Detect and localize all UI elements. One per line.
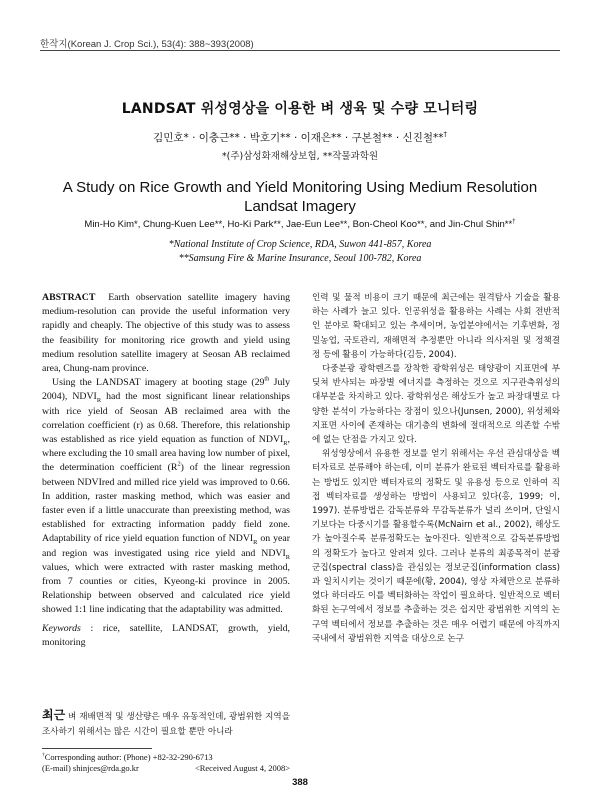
english-title-line2: Landsat Imagery <box>244 198 356 215</box>
footnote-rule <box>42 748 152 749</box>
abstract-p2-sub1: R <box>96 397 102 405</box>
footnote-email: (E-mail) shinjces@rda.go.kr <box>42 763 139 773</box>
journal-header: 한작지(Korean J. Crop Sci.), 53(4): 388~393(2008) <box>40 39 254 50</box>
abstract-p2-d: , where excluding the 10 small area having low number of pixel, the determination coefficient (R <box>42 434 290 474</box>
abstract-p2-a: Using the LANDSAT imagery at booting stage (29 <box>52 377 265 389</box>
footnote-line2 <box>42 763 290 774</box>
abstract-paragraph-2 <box>42 376 290 617</box>
keywords <box>42 622 290 650</box>
footnote-received: <Received August 4, 2008> <box>194 763 290 773</box>
english-authors <box>40 219 560 230</box>
intro-left-text: 벼 재배면적 및 생산량은 매우 유동적인데, 광범위한 지역을 조사하기 위해서는 많은 시간이 필요할 뿐만 아니라 <box>42 712 290 737</box>
abstract-paragraph-1 <box>42 291 290 376</box>
english-title <box>40 178 560 216</box>
abstract-p2-sup: th <box>264 375 270 383</box>
footnote-dagger: † <box>42 752 45 759</box>
korean-affiliation: *(주)삼성화재해상보험, **작물과학원 <box>221 151 379 162</box>
korean-authors <box>0 130 600 145</box>
intro-right-paragraph-3: 위성영상에서 유용한 정보를 얻기 위해서는 우선 관심대상을 벡터자료로 분류해야 하는데, 이미 분류가 완료된 벡터자료를 활용하는 방법도 있지만 벡터자료의 정확도 및 유용성 등으로 인하여 직접 벡터자료를 생성하는 방법이 사용되고 있다(홍, 1999; 이, 1997). 분류방법은 감독분류와 무감독분류가 널리 쓰이며, 단일시기보다는 다중시기를 활용할수록(McNairn et al., 2002), 해상도가 높아질수록 분류정확도는 높아진다. 일반적으로 감독분류방법의 정확도가 높다고 알려져 있다. 그러나 분류의 최종목적이 분광군집(spectral class)을 관심있는 정보군집(information class)과 일치시키는 것이기 때문에(황, 2004), 영상 자체만으로 분류하였다 하더라도 이를 벡터화하는 작업이 필요하다. 일반적으로 벡터화된 논구역에서 정보를 추출하는 것은 쉽지만 광범위한 지역의 논구역 벡터에서 정보를 추출하는 것은 매우 어렵기 때문에 아직까지 국내에서 광범위한 지역을 대상으로 논구 <box>312 449 560 644</box>
abstract-p2-sup2: 2 <box>177 461 181 469</box>
english-title-line1: A Study on Rice Growth and Yield Monitoring Using Medium Resolution <box>62 179 538 196</box>
english-affiliation-1: *National Institute of Crop Science, RDA, Suwon 441-857, Korea <box>168 239 432 250</box>
abstract-p2-e: ) of the linear regression between NDVIred and milled rice yield was improved to 0.66. In addition, raster masking method, which was easier and faster even if a little unaccurate than preexisting method, was established for extracting information paddy field zone. Adaptability of rice yield equation function of NDVI <box>42 462 290 545</box>
abstract-p2-sub3: R <box>253 539 258 547</box>
header-rule <box>40 50 560 51</box>
intro-left-paragraph <box>42 708 290 740</box>
intro-right-paragraph-2: 다중분광 광학렌즈를 장착한 광학위성은 태양광이 지표면에 부딪쳐 반사되는 파장별 에너지를 측정하는 것으로 지구관측위성의 대부분을 차지하고 있다. 광학위성은 해상도가 높고 파장대별로 다양한 분석이 가능하다는 장점이 있으나(Junsen, 2000), 위성체와 지표면 사이에 존재하는 대기층의 변화에 절대적으로 의존할 수밖에 없는 단점을 가지고 있다. <box>312 364 560 446</box>
footnote-line1 <box>42 752 290 763</box>
intro-dropcap: 최근 <box>42 708 66 722</box>
abstract-p2-g: values, which were extracted with raster masking method, from 7 counties or cities, Kyeong-ki province in 2005. Relationship between observed and calculated rice yield showed 1:1 line indicating that the adaptability was admitted. <box>42 561 290 616</box>
abstract-p1-text: Earth observation satellite imagery having medium-resolution can provide the useful information very rapidly and cheaply. The objective of this study was to assess the feasibility for monitoring rice growth and yield using medium resolution satellite imagery at Seosan AB reclaimed area, Chung-nam province. <box>42 292 290 375</box>
page-number: 388 <box>292 777 308 788</box>
abstract-p2-b: July 2004), NDVI <box>42 377 290 403</box>
abstract-p2-sub2: R <box>283 439 288 447</box>
footnote <box>42 752 290 774</box>
abstract-p2-sub4: R <box>285 553 290 561</box>
korean-title: LANDSAT 위성영상을 이용한 벼 생육 및 수량 모니터링 <box>121 101 479 117</box>
english-authors-text: Min-Ho Kim*, Chung-Kuen Lee**, Ho-Ki Park**, Jae-Eun Lee**, Bon-Cheol Koo**, and Jin-Chul Shin** <box>84 219 513 230</box>
intro-right-paragraph-1: 인력 및 물적 비용이 크기 때문에 최근에는 원격탐사 기술을 활용하는 사례가 늘고 있다. 인공위성을 활용하는 사례는 사회 전반적인 분야로 확대되고 있는 추세이며, 농업분야에서는 기후변화, 정밀농업, 국토관리, 재해면적 추정뿐만 아니라 의사저원 및 정책결정 등에 활용이 가능하다(김등, 2004). <box>312 293 560 360</box>
abstract-label: ABSTRACT <box>42 292 96 303</box>
footnote-corresponding: Corresponding author: (Phone) +82-32-290-6713 <box>44 752 213 762</box>
abstract-p2-f: on year and region was investigated using rice yield and NDVI <box>42 533 290 559</box>
english-affiliation-2: **Samsung Fire & Marine Insurance, Seoul 100-782, Korea <box>178 253 422 264</box>
abstract-p2-c: had the most significant linear relationships with rice yield of Seosan AB reclaimed area with the correlation coefficient (r) as 0.68. Therefore, this relationship was established as rice yield equation as function of NDVI <box>42 391 290 446</box>
keywords-label: Keywords <box>42 622 81 634</box>
korean-authors-dagger: † <box>443 130 447 139</box>
english-affiliations <box>40 238 560 266</box>
korean-authors-text: 김민호* · 이충근** · 박호기** · 이재은** · 구본철** · 신진철** <box>153 132 444 144</box>
intro-right-column <box>312 291 560 646</box>
abstract-column <box>42 291 290 650</box>
english-authors-dagger: † <box>512 217 516 225</box>
keywords-text: : rice, satellite, LANDSAT, growth, yield, monitoring <box>42 622 290 648</box>
